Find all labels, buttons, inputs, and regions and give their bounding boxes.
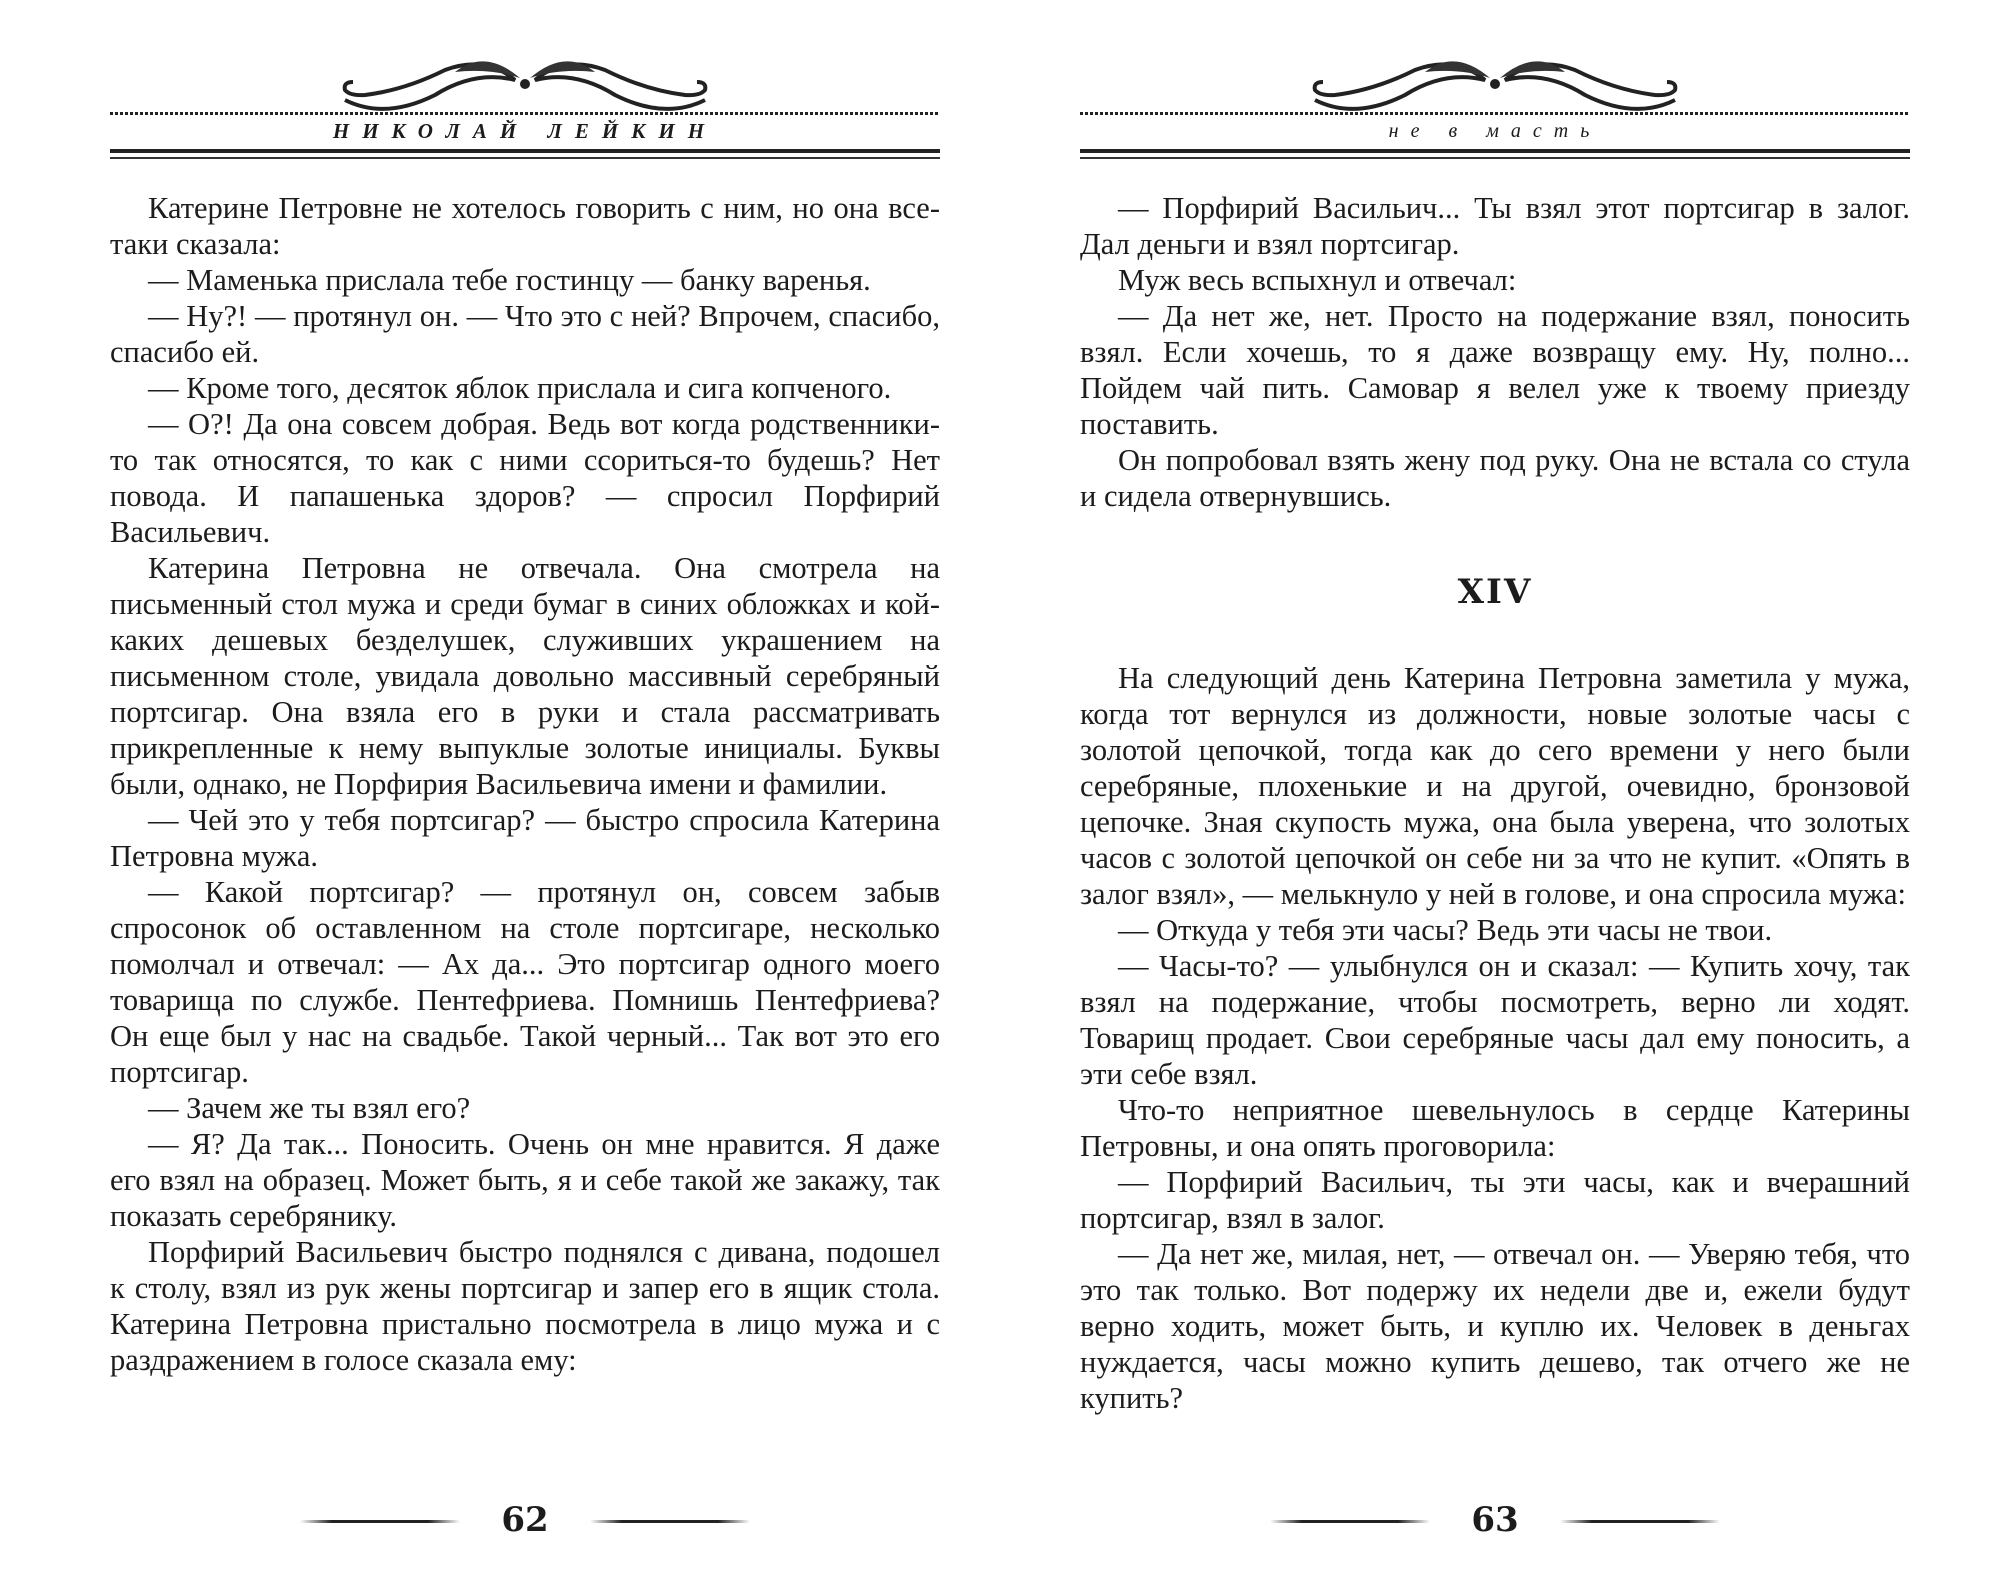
footer-rule <box>1270 1520 1430 1523</box>
header-rule <box>110 112 940 115</box>
paragraph: — Порфирий Васильич... Ты взял этот портсигар в залог. Дал деньги и взял портсигар. <box>1080 191 1910 261</box>
paragraph: — Зачем же ты взял его? <box>148 1091 471 1125</box>
paragraph: Катерине Петровне не хотелось говорить с ним, но она все-таки сказала: <box>110 191 940 261</box>
header-rule <box>1080 157 1910 159</box>
page-number: 62 <box>501 1500 549 1540</box>
paragraph: — Часы-то? — улыбнулся он и сказал: — Купить хочу, так взял на подержание, чтобы посмотреть, верно ли ходят. Товарищ продает. Свои серебряные часы дал ему поносить, а эти себе взял. <box>1080 949 1910 1091</box>
header-rule <box>1080 112 1910 115</box>
page-footer <box>110 1500 940 1540</box>
paragraph: Муж весь вспыхнул и отвечал: <box>1118 263 1517 297</box>
paragraph: Он попробовал взять жену под руку. Она не встала со стула и сидела отвернувшись. <box>1080 443 1910 513</box>
footer-rule <box>300 1520 460 1523</box>
paragraph: — Маменька прислала тебе гостинцу — банку варенья. <box>148 263 871 297</box>
paragraph: — Какой портсигар? — протянул он, совсем забыв спросонок об оставленном на столе портсигаре, несколько помолчал и отвечал: — Ах да... Это портсигар одного моего товарища по службе. Пентефриева. Помнишь Пентефриева? Он еще был у нас на свадьбе. Такой черный... Так вот это его портсигар. <box>110 875 940 1089</box>
paragraph: — Да нет же, нет. Просто на подержание взял, поносить взял. Если хочешь, то я даже возвращу ему. Ну, полно... Пойдем чай пить. Самовар я велел уже к твоему приезду поставить. <box>1080 299 1910 441</box>
page-footer <box>1080 1500 1910 1540</box>
paragraph: — Я? Да так... Поносить. Очень он мне нравится. Я даже его взял на образец. Может быть, я и себе такой же закажу, так показать серебрянику. <box>110 1127 940 1233</box>
author-name: НИКОЛАЙ ЛЕЙКИН <box>332 119 718 143</box>
flourish-ornament-icon <box>325 50 725 120</box>
paragraph: — Чей это у тебя портсигар? — быстро спросила Катерина Петровна мужа. <box>110 803 940 873</box>
right-page <box>1080 0 1910 1595</box>
paragraph: На следующий день Катерина Петровна заметила у мужа, когда тот вернулся из должности, новые золотые часы с золотой цепочкой, тогда как до сего времени у него были серебряные, плохенькие и на другой, очевидно, бронзовой цепочке. Зная скупость мужа, она была уверена, что золотых часов с золотой цепочкой он себе ни за что не купит. «Опять в залог взял», — мелькнуло у ней в голове, и она спросила мужа: <box>1080 661 1910 911</box>
flourish-ornament-icon <box>1295 50 1695 120</box>
paragraph: Что-то неприятное шевельнулось в сердце Катерины Петровны, и она опять проговорила: <box>1080 1093 1910 1163</box>
paragraph: — Кроме того, десяток яблок прислала и сига копченого. <box>148 371 892 405</box>
book-title: не в масть <box>1388 120 1602 142</box>
footer-rule <box>1560 1520 1720 1523</box>
running-head <box>110 112 940 163</box>
page-number: 63 <box>1471 1500 1519 1540</box>
header-rule <box>110 149 940 153</box>
chapter-heading: XIV <box>1457 572 1533 612</box>
paragraph: — Порфирий Васильич, ты эти часы, как и вчерашний портсигар, взял в залог. <box>1080 1165 1910 1235</box>
running-head <box>1080 112 1910 163</box>
header-rule <box>1080 149 1910 153</box>
paragraph: Порфирий Васильевич быстро поднялся с дивана, подошел к столу, взял из рук жены портсигар и запер его в ящик стола. Катерина Петровна пристально посмотрела в лицо мужа и с раздражением в голосе сказала ему: <box>110 1235 940 1377</box>
paragraph: — О?! Да она совсем добрая. Ведь вот когда родственники-то так относятся, то как с ними ссориться-то будешь? Нет повода. И папашенька здоров? — спросил Порфирий Васильевич. <box>110 407 940 549</box>
paragraph: Катерина Петровна не отвечала. Она смотрела на письменный стол мужа и среди бумаг в синих обложках и кой-каких дешевых безделушек, служивших украшением на письменном столе, увидала довольно массивный серебряный портсигар. Она взяла его в руки и стала рассматривать прикрепленные к нему выпуклые золотые инициалы. Буквы были, однако, не Порфирия Васильевича имени и фамилии. <box>110 551 940 801</box>
left-page <box>110 0 940 1595</box>
right-text-block <box>1080 190 1910 1416</box>
header-rule <box>110 157 940 159</box>
left-text-block <box>110 190 940 1378</box>
paragraph: — Откуда у тебя эти часы? Ведь эти часы не твои. <box>1118 913 1773 947</box>
footer-rule <box>590 1520 750 1523</box>
paragraph: — Ну?! — протянул он. — Что это с ней? Впрочем, спасибо, спасибо ей. <box>110 299 940 369</box>
paragraph: — Да нет же, милая, нет, — отвечал он. — Уверяю тебя, что это так только. Вот подержу их недели две и, ежели будут верно ходить, может быть, и куплю их. Человек в деньгах нуждается, часы можно купить дешево, так отчего же не купить? <box>1080 1237 1910 1415</box>
